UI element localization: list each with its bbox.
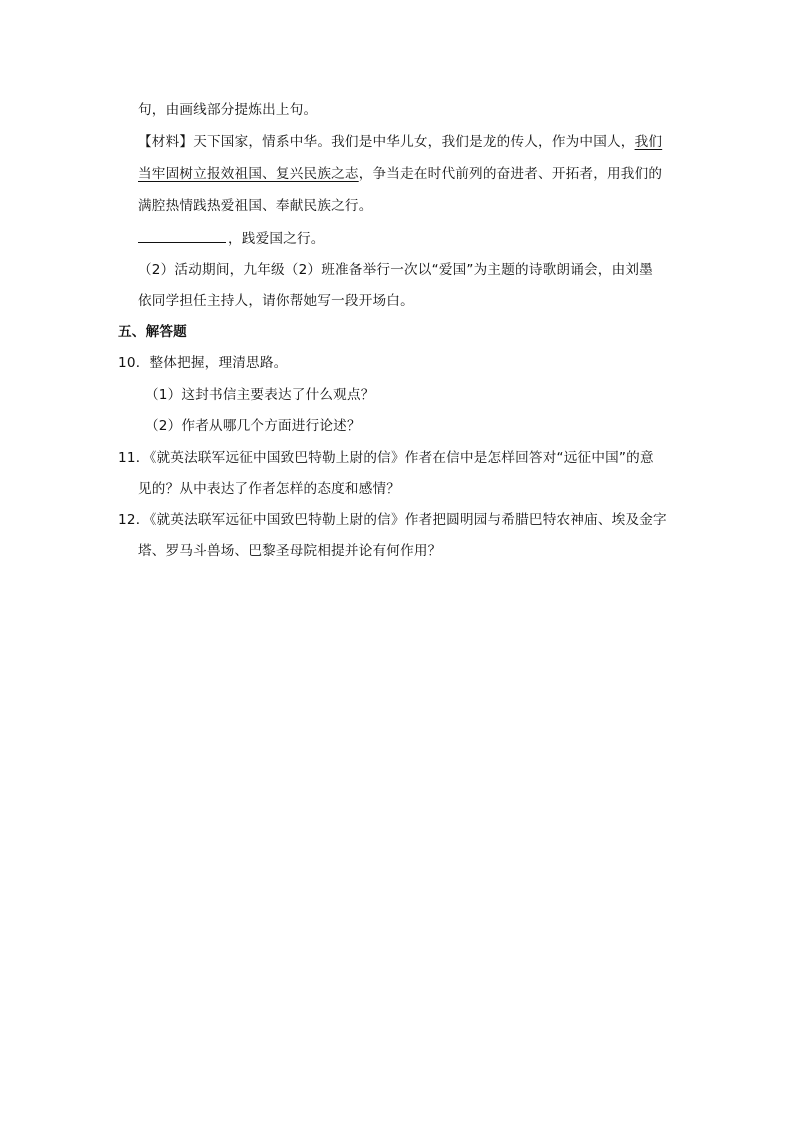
underlined-text: 当牢固树立报效祖国、复兴民族之志 [138, 166, 359, 182]
blank-suffix: ，践爱国之行。 [228, 231, 325, 247]
fill-blank-line [138, 228, 325, 249]
text-line [138, 100, 317, 120]
question-12-line-1 [118, 510, 667, 530]
question-text: （2）作者从哪几个方面进行论述？ [145, 418, 361, 434]
question-text: 12．《就英法联军远征中国致巴特勒上尉的信》作者把圆明园与希腊巴特农神庙、埃及金字 [118, 512, 667, 528]
underlined-text: 我们 [634, 134, 663, 150]
question-text: （1）这封书信主要表达了什么观点？ [145, 387, 375, 403]
material-text: 天下国家，情系中华。我们是中华儿女，我们是龙的传人，作为中国人， [193, 134, 635, 150]
question-10 [118, 353, 287, 373]
question-2-line-2 [138, 291, 414, 311]
section-heading [118, 322, 187, 342]
continuation-text: 句，由画线部分提炼出上句。 [138, 102, 318, 118]
question-10-sub-2 [145, 416, 361, 436]
question-text: 塔、罗马斗兽场、巴黎圣母院相提并论有何作用？ [138, 543, 442, 559]
section-title: 五、解答题 [118, 324, 187, 340]
material-text: ，争当走在时代前列的奋进者、开拓者，用我们的 [358, 166, 663, 182]
answer-blank[interactable] [138, 228, 226, 243]
question-text: 依同学担任主持人，请你帮她写一段开场白。 [138, 293, 414, 309]
question-text: 10．整体把握，理清思路。 [118, 355, 288, 371]
material-text: 满腔热情践热爱祖国、奉献民族之行。 [138, 198, 373, 214]
question-10-sub-1 [145, 385, 375, 405]
question-text: 11．《就英法联军远征中国致巴特勒上尉的信》作者在信中是怎样回答对“远征中国”的意 [118, 450, 654, 466]
material-line-3 [138, 196, 373, 216]
question-11-line-1 [118, 448, 654, 468]
question-2-line-1 [138, 260, 653, 280]
question-text: （2）活动期间，九年级（2）班准备举行一次以“爱国”为主题的诗歌朗诵会，由刘墨 [138, 262, 653, 278]
material-line-2 [138, 164, 662, 184]
question-12-line-2 [138, 541, 441, 561]
material-label: 【材料】 [138, 134, 194, 150]
question-11-line-2 [138, 479, 400, 499]
question-text: 见的？从中表达了作者怎样的态度和感情？ [138, 481, 401, 497]
material-line-1 [138, 132, 662, 152]
